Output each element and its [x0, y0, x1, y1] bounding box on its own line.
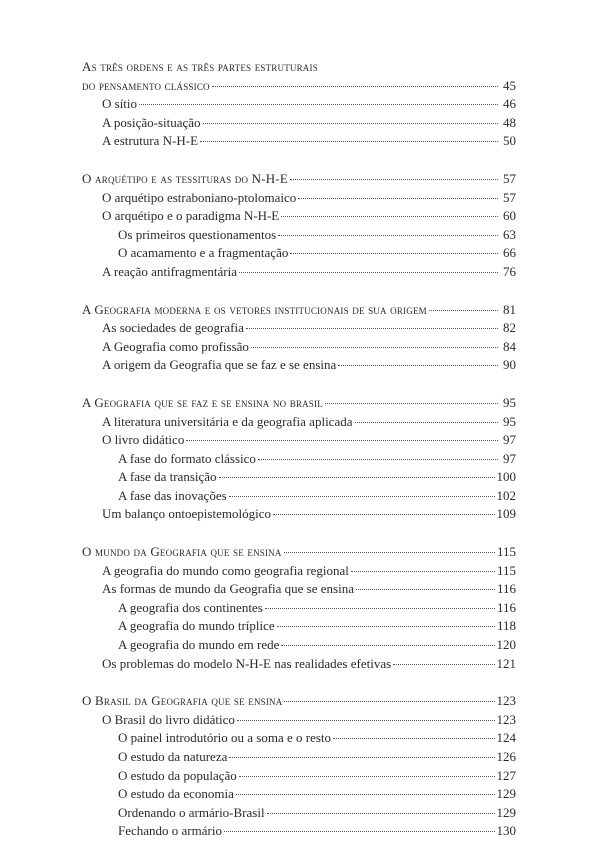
dot-leader: [277, 626, 495, 627]
toc-section-heading[interactable]: [82, 301, 516, 320]
toc-entry[interactable]: [82, 338, 516, 357]
toc-section: [82, 692, 516, 841]
toc-entry[interactable]: [82, 729, 516, 748]
page-number: 84: [503, 338, 516, 354]
dot-leader: [200, 141, 498, 142]
toc-entry[interactable]: [82, 562, 516, 581]
page-number: 60: [503, 208, 516, 224]
entry-title: O arquétipo estraboniano-ptolomaico: [102, 189, 297, 205]
toc-entry[interactable]: [82, 226, 516, 245]
dot-leader: [273, 514, 495, 515]
dot-leader: [290, 253, 498, 254]
toc-entry[interactable]: [82, 431, 516, 450]
toc-entry[interactable]: [82, 263, 516, 282]
section-title: O mundo da Geografia que se ensina: [82, 544, 282, 560]
page-number: 116: [496, 581, 516, 597]
toc-entry[interactable]: [82, 319, 516, 338]
toc-entry[interactable]: [82, 580, 516, 599]
dot-leader: [338, 365, 498, 366]
section-title: do pensamento clássico: [82, 77, 210, 93]
toc-section-heading[interactable]: [82, 692, 516, 711]
page-number: 129: [496, 804, 516, 820]
toc-entry[interactable]: [82, 450, 516, 469]
toc-entry[interactable]: [82, 487, 516, 506]
page-number: 46: [503, 96, 516, 112]
section-title: A Geografia moderna e os vetores institucionais de sua origem: [82, 301, 427, 317]
page-number: 90: [503, 357, 516, 373]
dot-leader: [267, 813, 495, 814]
toc-entry[interactable]: [82, 599, 516, 618]
page-number: 97: [503, 450, 516, 466]
toc-entry[interactable]: [82, 114, 516, 133]
toc-entry[interactable]: [82, 617, 516, 636]
page-number: 120: [496, 637, 516, 653]
entry-title: O painel introdutório ou a soma e o resto: [118, 730, 332, 746]
page-number: 115: [496, 562, 516, 578]
page-number: 66: [503, 245, 516, 261]
dot-leader: [229, 757, 494, 758]
page-number: 130: [496, 823, 516, 839]
toc-section-heading[interactable]: [82, 170, 516, 189]
toc-entry[interactable]: [82, 804, 516, 823]
entry-title: A geografia dos continentes: [118, 599, 263, 615]
dot-leader: [298, 198, 498, 199]
entry-title: O estudo da natureza: [118, 749, 228, 764]
toc-entry[interactable]: [82, 748, 516, 767]
dot-leader: [251, 347, 498, 348]
dot-leader: [236, 794, 495, 795]
dot-leader: [229, 496, 495, 497]
dot-leader: [239, 776, 495, 777]
dot-leader: [284, 552, 495, 553]
toc-entry[interactable]: [82, 95, 516, 114]
dot-leader: [139, 104, 498, 105]
entry-title: A estrutura N-H-E: [102, 133, 199, 149]
entry-title: A reação antifragmentária: [102, 263, 237, 279]
toc-entry[interactable]: [82, 767, 516, 786]
dot-leader: [333, 738, 494, 739]
toc-section: [82, 301, 516, 375]
entry-title: O estudo da população: [118, 767, 237, 783]
toc-entry[interactable]: [82, 132, 516, 151]
toc-section-heading[interactable]: [82, 77, 516, 96]
entry-title: Um balanço ontoepistemológico: [102, 506, 271, 522]
dot-leader: [219, 477, 495, 478]
section-title-line: As três ordens e as três partes estruturais: [82, 59, 318, 74]
entry-title: As formas de mundo da Geografia que se ensina: [102, 581, 354, 597]
toc-entry[interactable]: [82, 655, 516, 674]
dot-leader: [284, 701, 494, 702]
toc-entry[interactable]: [82, 785, 516, 804]
page-number: 116: [496, 599, 516, 615]
page-number: 129: [496, 786, 516, 802]
page-number: 81: [503, 301, 516, 317]
entry-title: Os primeiros questionamentos: [118, 226, 277, 242]
toc-entry[interactable]: [82, 244, 516, 263]
page-number: 76: [503, 263, 516, 279]
section-title: O Brasil da Geografia que se ensina: [82, 693, 283, 709]
page-number: 50: [503, 133, 516, 149]
dot-leader: [325, 403, 498, 404]
dot-leader: [258, 459, 498, 460]
page-number: 127: [496, 767, 516, 783]
toc-entry[interactable]: [82, 413, 516, 432]
entry-title: A Geografia como profissão: [102, 338, 249, 354]
dot-leader: [356, 589, 495, 590]
page-number: 95: [503, 394, 516, 410]
dot-leader: [281, 216, 498, 217]
dot-leader: [186, 440, 498, 441]
dot-leader: [237, 720, 495, 721]
table-of-contents: [82, 58, 516, 860]
toc-section: [82, 543, 516, 673]
dot-leader: [203, 123, 498, 124]
page-number: 123: [496, 693, 516, 709]
entry-title: A geografia do mundo tríplice: [118, 618, 275, 634]
entry-title: Ordenando o armário-Brasil: [118, 804, 265, 820]
entry-title: O arquétipo e o paradigma N-H-E: [102, 208, 280, 224]
page-number: 124: [496, 730, 516, 746]
entry-title: O acamamento e a fragmentação: [118, 245, 289, 261]
dot-leader: [278, 235, 498, 236]
toc-entry[interactable]: [82, 636, 516, 655]
entry-title: A geografia do mundo em rede: [118, 637, 280, 653]
page-number: 123: [496, 711, 516, 727]
entry-title: O estudo da economia: [118, 786, 234, 802]
toc-entry[interactable]: [82, 356, 516, 375]
page-number: 118: [496, 618, 516, 634]
entry-title: A geografia do mundo como geografia regional: [102, 562, 349, 578]
entry-title: A fase das inovações: [118, 487, 227, 503]
dot-leader: [265, 608, 495, 609]
page-number: 121: [496, 655, 516, 671]
page-number: 57: [503, 189, 516, 205]
dot-leader: [351, 571, 495, 572]
page-number: 95: [503, 413, 516, 429]
entry-title: A literatura universitária e da geografia aplicada: [102, 413, 353, 429]
section-title: A Geografia que se faz e se ensina no brasil: [82, 394, 323, 410]
entry-title: A fase da transição: [118, 469, 217, 485]
toc-section: [82, 58, 516, 151]
toc-entry[interactable]: [82, 822, 516, 841]
page-number: 115: [496, 544, 516, 560]
entry-title: A posição-situação: [102, 114, 201, 130]
entry-title: Fechando o armário: [118, 823, 222, 839]
page-number: 97: [503, 432, 516, 448]
entry-title: Os problemas do modelo N-H-E nas realidades efetivas: [102, 655, 392, 671]
entry-title: A fase do formato clássico: [118, 450, 256, 466]
dot-leader: [212, 86, 498, 87]
dot-leader: [290, 179, 498, 180]
page-number: 102: [496, 487, 516, 503]
dot-leader: [393, 664, 494, 665]
toc-entry[interactable]: [82, 711, 516, 730]
page-number: 126: [496, 749, 516, 764]
dot-leader: [246, 328, 498, 329]
toc-section: [82, 170, 516, 282]
dot-leader: [224, 831, 495, 832]
dot-leader: [429, 310, 498, 311]
dot-leader: [281, 645, 494, 646]
toc-entry[interactable]: [82, 189, 516, 208]
entry-title: O Brasil do livro didático: [102, 711, 235, 727]
entry-title: As sociedades de geografia: [102, 320, 244, 336]
page-number: 48: [503, 114, 516, 130]
entry-title: A origem da Geografia que se faz e se ensina: [102, 357, 337, 373]
toc-entry[interactable]: [82, 207, 516, 226]
toc-entry[interactable]: [82, 505, 516, 524]
section-title: O arquétipo e as tessituras do N-H-E: [82, 170, 288, 186]
page-number: 82: [503, 320, 516, 336]
toc-section-heading[interactable]: [82, 543, 516, 562]
entry-title: O livro didático: [102, 432, 185, 448]
page-number: 57: [503, 170, 516, 186]
entry-title: O sítio: [102, 96, 138, 112]
toc-section: [82, 394, 516, 524]
toc-section-heading[interactable]: [82, 394, 516, 413]
page-number: 45: [503, 77, 516, 93]
page-number: 63: [503, 226, 516, 242]
dot-leader: [239, 272, 498, 273]
toc-entry[interactable]: [82, 468, 516, 487]
page-number: 109: [496, 506, 516, 522]
dot-leader: [355, 422, 499, 423]
page-number: 100: [496, 469, 516, 485]
